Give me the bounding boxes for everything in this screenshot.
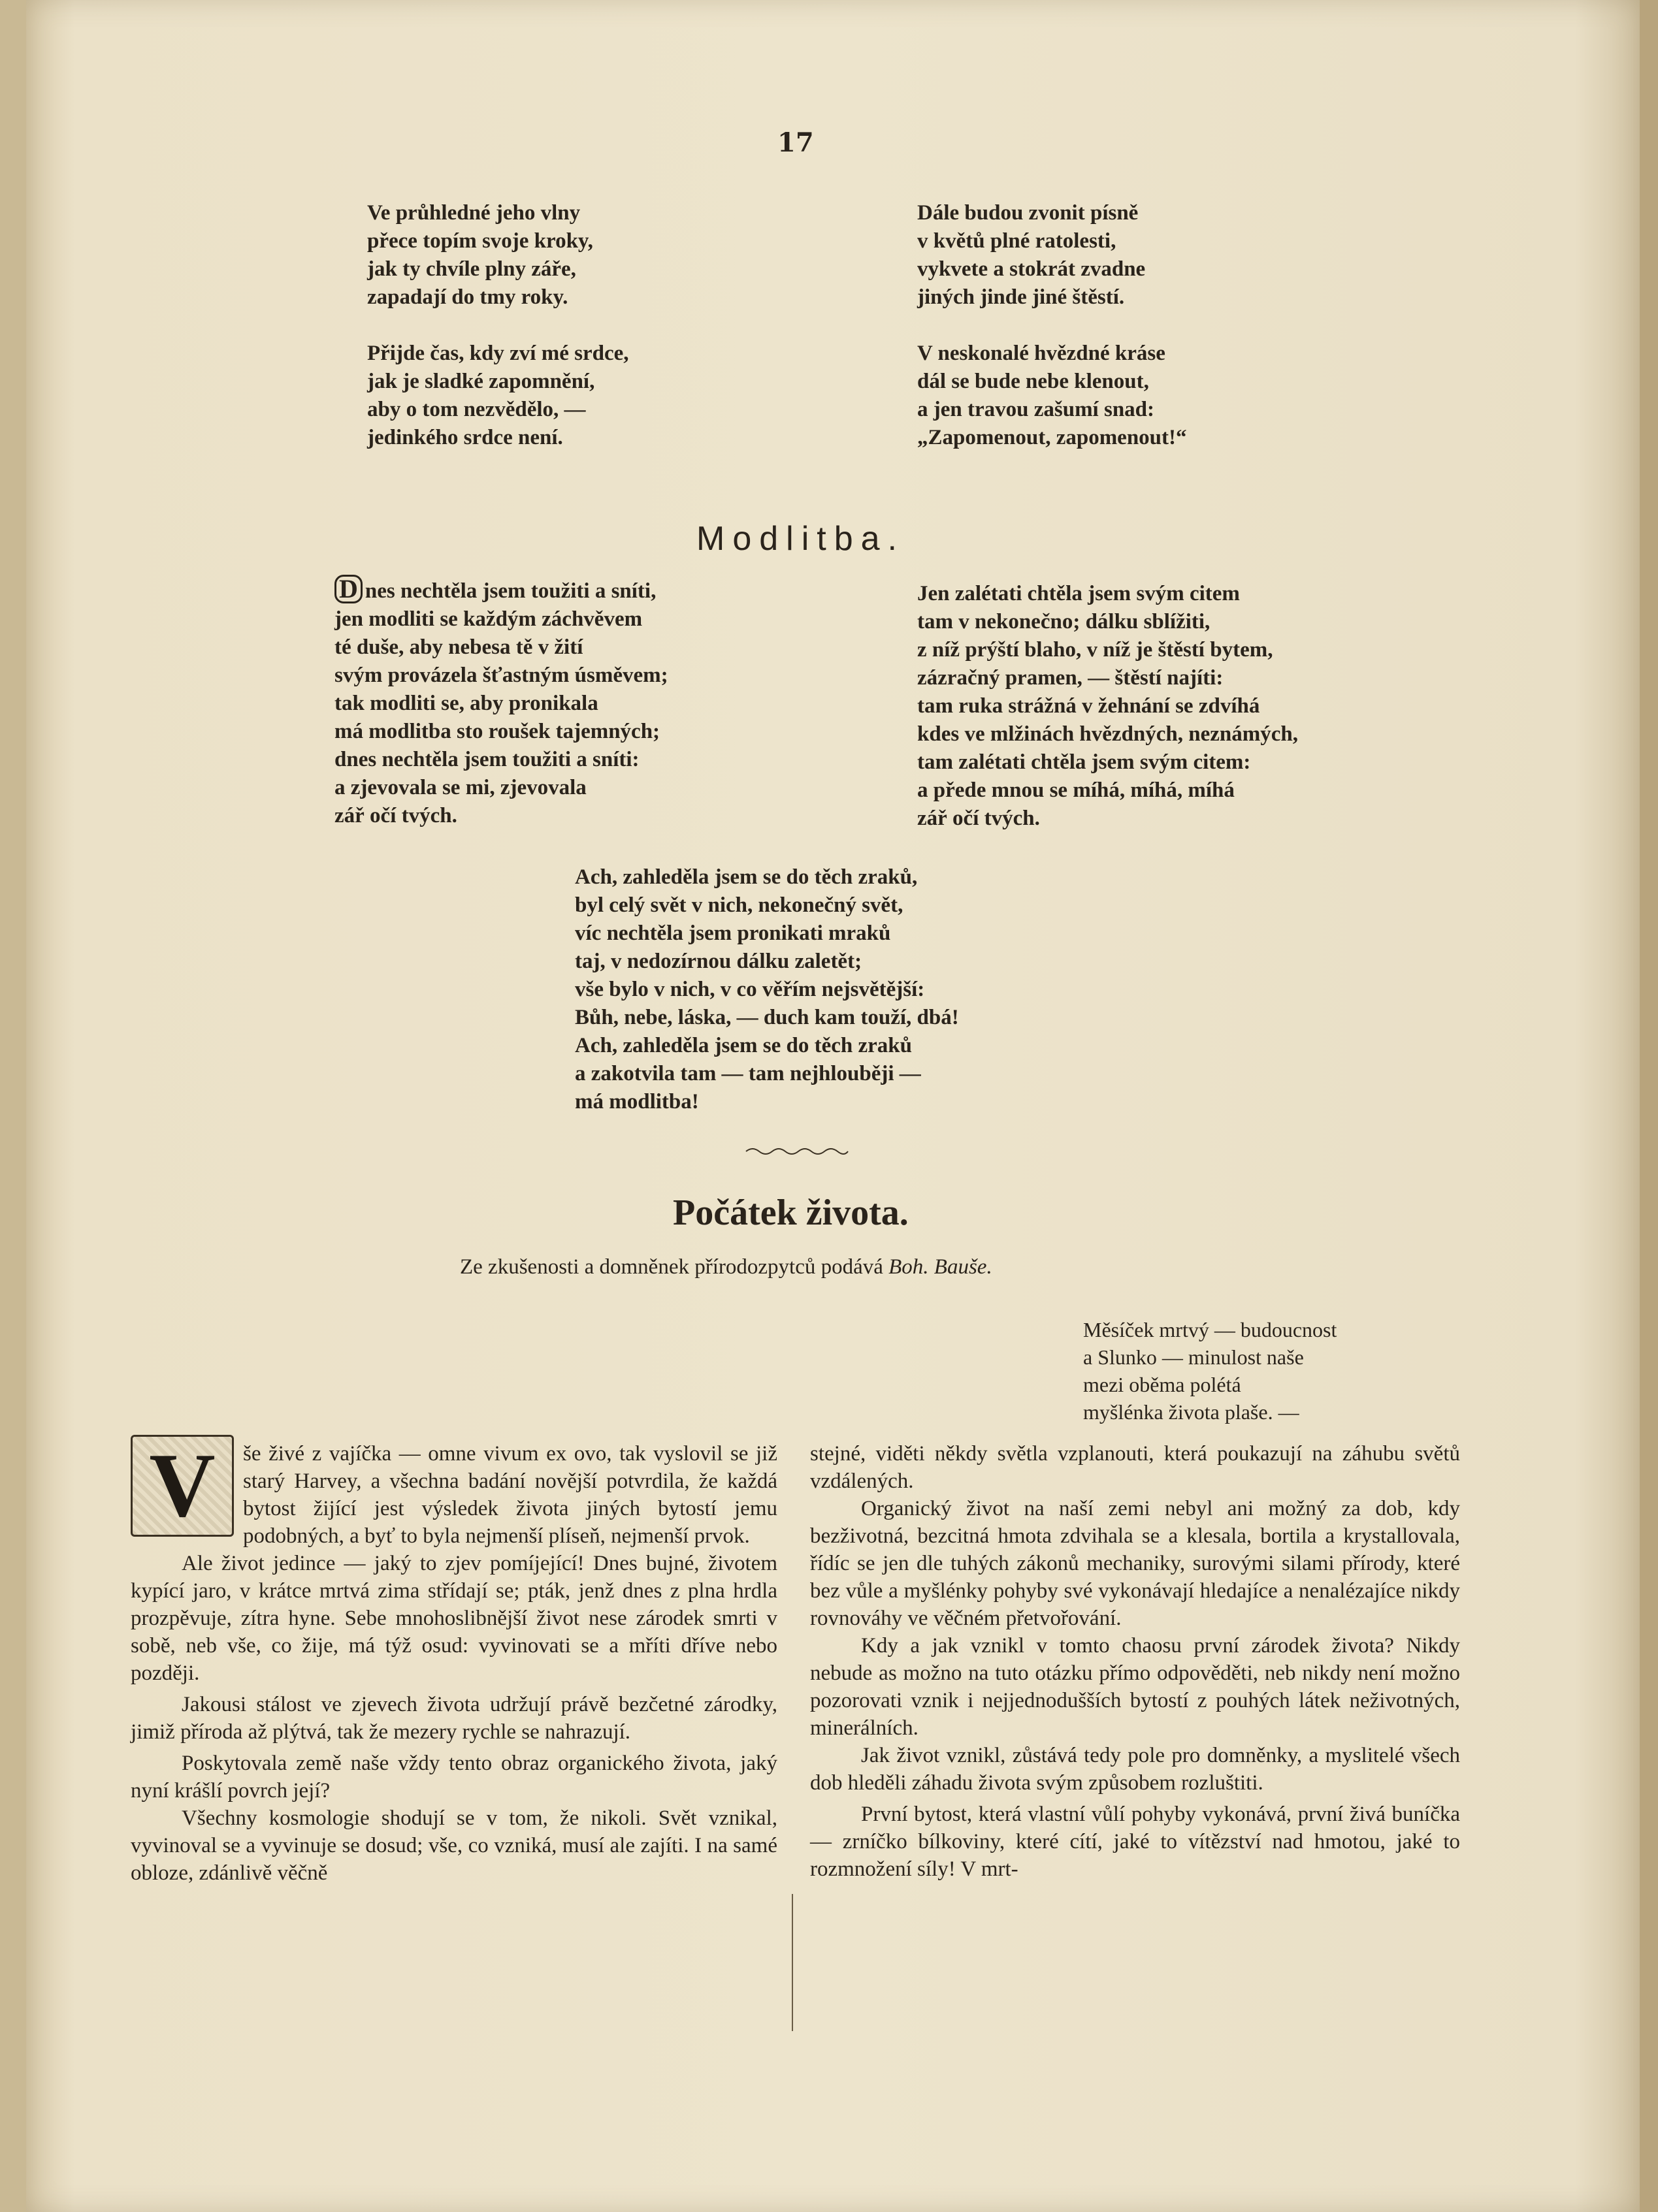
poem-line: tam v nekonečno; dálku sblížiti, — [917, 610, 1211, 633]
article-motto — [1083, 1316, 1337, 1426]
poem-line: víc nechtěla jsem pronikati mraků — [575, 922, 891, 945]
poem-line: Bůh, nebe, láska, — duch kam touží, dbá! — [575, 1006, 959, 1029]
poem-line: přece topím svoje kroky, — [367, 229, 593, 253]
poem-line: svým provázela šťastným úsměvem; — [334, 664, 668, 687]
stanza — [917, 340, 1187, 452]
paragraph: Kdy a jak vznikl v tomto chaosu první zárodek života? Nikdy nebude as možno na tuto otázku přímo odpověděti, neb nikdy není možno pozorovati vznik i nejjednodušších bytostí z pouhých látek neživotných, minerálních. — [810, 1634, 1460, 1740]
modlitba-left-stanza — [334, 575, 668, 830]
poem-line: aby o tom nezvědělo, — — [367, 398, 586, 421]
paragraph: Všechny kosmologie shodují se v tom, že nikoli. Svět vznikal, vyvinoval se a vyvinuje se dosud; vše, co vzniká, musí ale zajíti. I na samé obloze, zdánlivě věčně — [131, 1806, 777, 1885]
subtitle-author: Boh. Bauše. — [888, 1255, 992, 1279]
poem-line: Ach, zahleděla jsem se do těch zraků — [575, 1034, 913, 1057]
motto-line: a Slunko — minulost naše — [1083, 1345, 1304, 1369]
ornate-initial: D — [334, 575, 363, 603]
column-divider — [792, 1894, 793, 2031]
paragraph: Organický život na naší zemi nebyl ani možný za dob, kdy bezživotná, bezcitná hmota zdvihala se a klesala, bortila a krystallovala, řídíc se jen dle tuhých zákonů mechaniky, surovými silami přírody, které bez vůle a myšlénky pohyby své vykonávají hledajíce a nenalézajíce nikdy rovnováhy ve věčném přetvořování. — [810, 1497, 1460, 1630]
stanza — [367, 199, 629, 312]
paragraph: Jak život vznikl, zůstává tedy pole pro domněnky, a myslitelé všech dob hleděli záhadu života svým způsobem rozluštiti. — [810, 1744, 1460, 1795]
poem-line: má modlitba sto roušek tajemných; — [334, 720, 660, 743]
page-right-edge — [1640, 0, 1658, 2212]
paragraph: Jakousi stálost ve zjevech života udržují právě bezčetné zárodky, jimiž příroda až plýtvá, tak že mezery rychle se nahrazují. — [131, 1693, 777, 1744]
motto-line: Měsíček mrtvý — budoucnost — [1083, 1318, 1337, 1341]
poem-top-right — [917, 199, 1187, 452]
poem-line: a zjevovala se mi, zjevovala — [334, 776, 587, 799]
poem-line: jedinkého srdce není. — [367, 426, 563, 449]
article-subtitle — [460, 1255, 992, 1279]
poem-line: tam zalétati chtěla jsem svým citem: — [917, 750, 1251, 774]
motto-line: mezi oběma polétá — [1083, 1373, 1241, 1396]
poem-line: dnes nechtěla jsem toužiti a sníti: — [334, 748, 640, 771]
page-number: 17 — [777, 127, 814, 158]
paragraph: stejné, viděti někdy světla vzplanouti, která poukazují na záhubu světů vzdálených. — [810, 1442, 1460, 1493]
poem-line: zář očí tvých. — [334, 804, 457, 827]
poem-line: vykvete a stokrát zvadne — [917, 257, 1146, 281]
poem-line: Ve průhledné jeho vlny — [367, 201, 581, 225]
article-column-left — [131, 1435, 777, 1887]
poem-line: Ach, zahleděla jsem se do těch zraků, — [575, 865, 918, 889]
poem-line: a přede mnou se míhá, míhá, míhá — [917, 778, 1235, 802]
poem-line: vše bylo v nich, v co věřím nejsvětější: — [575, 978, 925, 1001]
poem-line: té duše, aby nebesa tě v žití — [334, 635, 583, 659]
poem-line: jak ty chvíle plny záře, — [367, 257, 576, 281]
poem-line: jen modliti se každým záchvěvem — [334, 607, 643, 631]
stanza — [917, 199, 1187, 312]
decorative-dropcap: V — [131, 1435, 234, 1537]
paragraph: Poskytovala země naše vždy tento obraz organického života, jaký nyní krášlí povrch její? — [131, 1752, 777, 1803]
poem-line: zapadají do tmy roky. — [367, 285, 568, 309]
poem-title-modlitba: Modlitba. — [696, 520, 905, 558]
modlitba-center-stanza — [575, 863, 959, 1116]
paragraph — [131, 1435, 777, 1550]
poem-line: jiných jinde jiné štěstí. — [917, 285, 1125, 309]
poem-line: V neskonalé hvězdné kráse — [917, 342, 1165, 365]
article-column-right — [810, 1440, 1460, 1883]
poem-line: kdes ve mlžinách hvězdných, neznámých, — [917, 722, 1299, 746]
poem-line: Jen zalétati chtěla jsem svým citem — [917, 582, 1240, 605]
poem-line: Dále budou zvonit písně — [917, 201, 1139, 225]
poem-top-left — [367, 199, 629, 452]
poem-line: z níž prýští blaho, v níž je štěstí bytem, — [917, 638, 1273, 662]
poem-line: jak je sladké zapomnění, — [367, 370, 595, 393]
stanza — [367, 340, 629, 452]
poem-line: Přijde čas, kdy zví mé srdce, — [367, 342, 629, 365]
poem-line: a zakotvila tam — tam nejhlouběji — — [575, 1062, 921, 1085]
article-title: Počátek života. — [673, 1193, 909, 1233]
poem-line: zázračný pramen, — štěstí najíti: — [917, 666, 1224, 690]
paragraph: První bytost, která vlastní vůlí pohyby vykonává, první živá buníčka — zrníčko bílkoviny, které cítí, jaké to vítězství nad hmotou, jaké to rozmnožení síly! V mrt- — [810, 1803, 1460, 1881]
paragraph: Ale život jedince — jaký to zjev pomíjející! Dnes bujné, životem kypící jaro, v krátce mrtvá zima střídají se; pták, jenž dnes z plna hrdla prozpěvuje, zítra hyne. Sebe mnohoslibnější život nese zárodek smrti v sobě, neb vše, co žije, má týž osud: vyvinovati se a mříti dříve nebo později. — [131, 1552, 777, 1685]
subtitle-text: Ze zkušenosti a domněnek přírodozpytců podává — [460, 1255, 883, 1279]
poem-line: dál se bude nebe klenout, — [917, 370, 1149, 393]
poem-line: tam ruka strážná v žehnání se zdvíhá — [917, 694, 1260, 718]
poem-line: v květů plné ratolesti, — [917, 229, 1116, 253]
paragraph-text: še živé z vajíčka — omne vivum ex ovo, tak vyslovil se již starý Harvey, a všechna badání novější potvrdila, že každá bytost žijící jest výsledek života jiných bytostí jemu podobných, a byť to byla nejmenší plíseň, nejmenší prvok. — [243, 1442, 777, 1548]
poem-line: tak modliti se, aby pronikala — [334, 692, 598, 715]
poem-line: a jen travou zašumí snad: — [917, 398, 1155, 421]
poem-line: zář očí tvých. — [917, 807, 1040, 830]
poem-line: taj, v nedozírnou dálku zaletět; — [575, 950, 862, 973]
page-binding-edge — [0, 0, 26, 2212]
poem-line: „Zapomenout, zapomenout!“ — [917, 426, 1187, 449]
poem-line: byl celý svět v nich, nekonečný svět, — [575, 893, 903, 917]
motto-line: myšlénka života plaše. — — [1083, 1400, 1299, 1424]
wavy-divider-ornament — [745, 1144, 849, 1159]
first-line-rest: nes nechtěla jsem toužiti a sníti, — [365, 579, 657, 603]
poem-line: má modlitba! — [575, 1090, 699, 1114]
poem-line — [334, 575, 668, 605]
modlitba-right-stanza — [917, 580, 1298, 833]
